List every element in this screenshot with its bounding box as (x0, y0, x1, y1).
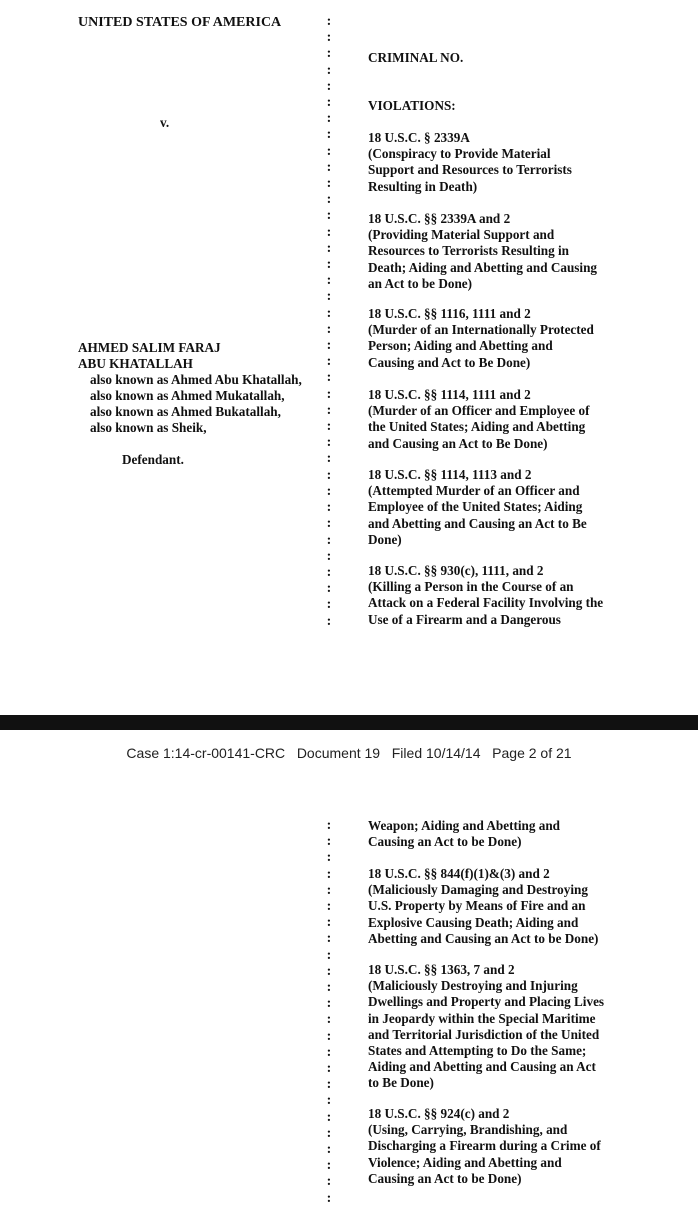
continued-violation-block: Weapon; Aiding and Abetting and Causing an Act to be Done) (368, 818, 561, 850)
violation-block-2: 18 U.S.C. §§ 2339A and 2 (Providing Material Support and Resources to Terrorists Resulting in Death; Aiding and Abetting and Causing an Act to be Done) (368, 211, 598, 291)
page-2-header: Case 1:14-cr-00141-CRC Document 19 Filed 10/14/14 Page 2 of 21 (126, 745, 572, 761)
caption-colon-column: : : : : : : : : : : : : : : : : : : : : : : : : : : : : : : : : : : : : : : (326, 14, 332, 629)
plaintiff-name: UNITED STATES OF AMERICA (78, 15, 282, 30)
defendant-name-line1: AHMED SALIM FARAJ (78, 340, 221, 355)
violation-block-9: 18 U.S.C. §§ 924(c) and 2 (Using, Carrying, Brandishing, and Discharging a Firearm during a Crime of Violence; Aiding and Abetting and Causing an Act to be Done) (368, 1106, 601, 1186)
document-page-2 (0, 730, 698, 1206)
violation-block-5: 18 U.S.C. §§ 1114, 1113 and 2 (Attempted Murder of an Officer and Employee of the United States; Aiding and Abetting and Causing an Act to Be Done) (368, 467, 587, 547)
defendant-label: Defendant. (122, 452, 184, 467)
alias-1: also known as Ahmed Abu Khatallah, (90, 372, 302, 387)
violation-block-8: 18 U.S.C. §§ 1363, 7 and 2 (Maliciously Destroying and Injuring Dwellings and Property and Placing Lives in Jeopardy within the Special Maritime and Territorial Jurisdiction of the United States and Attempting to Do the Same; Aiding and Abetting and Causing an Act to Be Done) (368, 962, 605, 1091)
page-divider (0, 715, 698, 730)
defendant-name-line2: ABU KHATALLAH (78, 356, 193, 371)
violation-block-7: 18 U.S.C. §§ 844(f)(1)&(3) and 2 (Maliciously Damaging and Destroying U.S. Property by Means of Fire and an Explosive Causing Death; Aiding and Abetting and Causing an Act to be Done) (368, 866, 599, 946)
violations-label: VIOLATIONS: (368, 98, 456, 113)
versus-label: v. (160, 115, 170, 130)
violation-block-4: 18 U.S.C. §§ 1114, 1111 and 2 (Murder of an Officer and Employee of the United States; Aiding and Abetting and Causing an Act to Be Done) (368, 387, 590, 451)
violation-block-3: 18 U.S.C. §§ 1116, 1111 and 2 (Murder of an Internationally Protected Person; Aiding and Abetting and Causing and Act to Be Done) (368, 306, 594, 370)
alias-2: also known as Ahmed Mukatallah, (90, 388, 285, 403)
criminal-number-label: CRIMINAL NO. (368, 50, 464, 65)
violation-block-1: 18 U.S.C. § 2339A (Conspiracy to Provide Material Support and Resources to Terrorists Resulting in Death) (368, 130, 572, 194)
violation-block-6: 18 U.S.C. §§ 930(c), 1111, and 2 (Killing a Person in the Course of an Attack on a Federal Facility Involving the Use of a Firearm and a Dangerous (368, 563, 604, 627)
alias-4: also known as Sheik, (90, 420, 207, 435)
alias-3: also known as Ahmed Bukatallah, (90, 404, 281, 419)
page-2-colon-column: : : : : : : : : : : : : : : : : : : : : : : : : (326, 818, 332, 1206)
